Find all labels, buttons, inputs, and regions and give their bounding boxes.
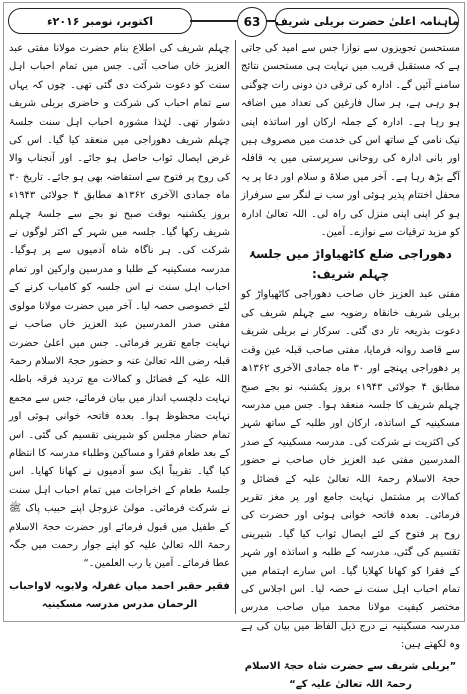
column-divider [235,40,236,614]
intro-paragraph: مستحسن تجویزوں سے نوازا جس سے امید کی جاتی ہے کہ مستقبل قریب میں نہایت ہی مستحسن نتائج سامنے آئیں گے۔ ادارہ کی ترقی دن دونی رات چوگنی ہو رہی ہے، ہر سال فارغین کی تعداد میں اضافہ ہو رہا ہے۔ ادارہ کے جملہ ارکان اور اساتذہ اپنی نیک نامی کے ساتھ اس کی خدمت میں مصروف ہیں اور بانی ادارہ کی روحانی سرپرستی میں یہ قافلہ آگے بڑھ رہا ہے۔ آخر میں صلاۃ و سلام اور دعا پر یہ محفل اختتام پذیر ہوئی اور سب نے لنگر سے سرفراز ہو کر اپنی اپنی منزل کی راہ لی۔ اللہ تعالیٰ ادارہ کو مزید ترقیات سے نوازے۔ آمین۔ [241,43,460,239]
page-number: 63 [237,7,267,37]
left-column [9,40,230,614]
magazine-title: ماہنامہ اعلیٰ حضرت بریلی شریف [275,8,459,34]
section-heading: دھوراجی ضلع کاٹھیاواڑ میں جلسۂ چہلم شریف: [249,247,452,282]
section-body: مفتی عبد العزیز خاں صاحب دھوراجی کاٹھیاواڑ کو بریلی شریف خانقاہ رضویہ سے چہلم شریف کی دعوت بذریعہ تار دی گئی۔ سرکار نے بریلی شریف سے قاصد روانہ فرمایا، مفتی صاحب قبلہ عین وقت پر دھوراجی پہنچے اور ۳۰ ماہ جمادی الآخری ۱۳۶۲ھ مطابق ۴ جولائی ۱۹۴۳ء بروز یکشنبہ نو بجے صبح چہلم شریف کا جلسہ منعقد ہوا۔ جس میں مدرسہ مسکینیہ کے اساتذہ، ارکان اور طلبہ کے ساتھ شہر کی اکثریت نے شرکت کی۔ مدرسہ مسکینیہ کے صدر المدرسین مفتی عبد العزیز خاں صاحب نے حضور حجۃ الاسلام رحمۃ اللہ تعالیٰ علیہ کے فضائل و کمالات پر مشتمل نہایت جامع اور پر مغز تقریر فرمائی۔ بعدہ فاتحہ خوانی ہوئی اور حضرت کی روح پر فتوح کے لئے ایصال ثواب کیا گیا۔ شیرینی تقسیم کی گئی، مدرسہ کے طلبہ و اساتذہ اور شہر کے فقرا کو کھانا کھلایا گیا۔ اس سارے اہتمام میں تمام احباب اہل سنت نے حصہ لیا۔ اس اجلاس کی مختصر کیفیت مولانا محمد میاں صاحب مدرس مدرسہ مسکینیہ نے درج ذیل الفاظ میں بیان کی ہے وہ لکھتے ہیں: [241,289,460,651]
issue-date: اکتوبر، نومبر ۲۰۱۶ء [8,8,192,34]
page-header [8,6,459,36]
letter-signoff: فقیر حقیر احمد میاں غفرلہ ولابویہ لاواحباب الرحمان مدرس مدرسہ مسکینیہ [9,580,230,611]
quote-opening: ”بریلی شریف سے حضرت شاہ حجۃ الاسلام رحمۃ اللہ تعالیٰ علیہ کے“ [244,660,457,690]
letter-body: چہلم شریف کی اطلاع بنام حضرت مولانا مفتی عبد العزیز خاں صاحب آئی۔ جس میں تمام احباب اہل سنت کو دعوت شرکت دی گئی تھی۔ چوں کہ یہاں سے تمام احباب کی شرکت و حاضری بریلی شریف دشوار تھی۔ لہٰذا مشورہ احباب اہل سنت جلسۂ چہلم شریف دھوراجی میں منعقد کیا گیا۔ اس کی غرض ایصال ثواب حاصل ہو جائے۔ اور آنجناب والا کی روح پر فتوح سے استفاضہ بھی ہو جائے۔ تاریخ ۳۰ ماہ جمادی الآخری ۱۳۶۲ھ مطابق ۴ جولائی ۱۹۴۳ء بروز یکشنبہ بوقت صبح نو بجے سے جلسۂ چہلم شریف رکھا گیا۔ جلسہ میں شہر کے اکثر لوگوں نے شرکت کی۔ ہر ناگاہ شاہ آدمیوں سے پر ہوگیا۔ مدرسہ مسکینیہ کے طلبا و مدرسین وارکین اور تمام احباب اہل سنت نے اس جلسہ کو کامیاب کرنے کے لئے خصوصی حصہ لیا۔ آخر میں حضرت مولانا مولوی مفتی صدر المدرسین عبد العزیز خاں صاحب نے نہایت جامع تقریر فرمائی۔ جس میں اعلیٰ حضرت قبلہ رضی اللہ تعالیٰ عنہ و حضور حجۃ الاسلام رحمۃ اللہ علیہ کے فضائل و کمالات مع تردید فرقہ باطلہ نہایت دلچسپ انداز میں بیان فرمائے، جس سے مجمع نہایت محظوظ ہوا۔ بعدہ فاتحہ خوانی ہوئی اور تمام حضار مجلس کو شیرینی تقسیم کی گئی۔ اس کے بعد طعام فقرا و مساکین وطلباء مدرسہ کا انتظام کیا گیا۔ تقریباً ایک سو آدمیوں نے کھانا کھایا۔ اس جلسۂ طعام کے اخراجات میں تمام احباب اہل سنت نے شرکت فرمائی۔ مولیٰ عزوجل اپنے حبیب پاک ﷺ کے طفیل میں قبول فرمائے اور حضرت حجۃ الاسلام رحمۃ اللہ تعالیٰ علیہ کو اپنے جوار رحمت میں جگہ عطا فرمائے۔ آمین یا رب العلمین۔“ [9,43,230,570]
right-column [241,40,460,690]
header-rule-left [190,20,244,22]
